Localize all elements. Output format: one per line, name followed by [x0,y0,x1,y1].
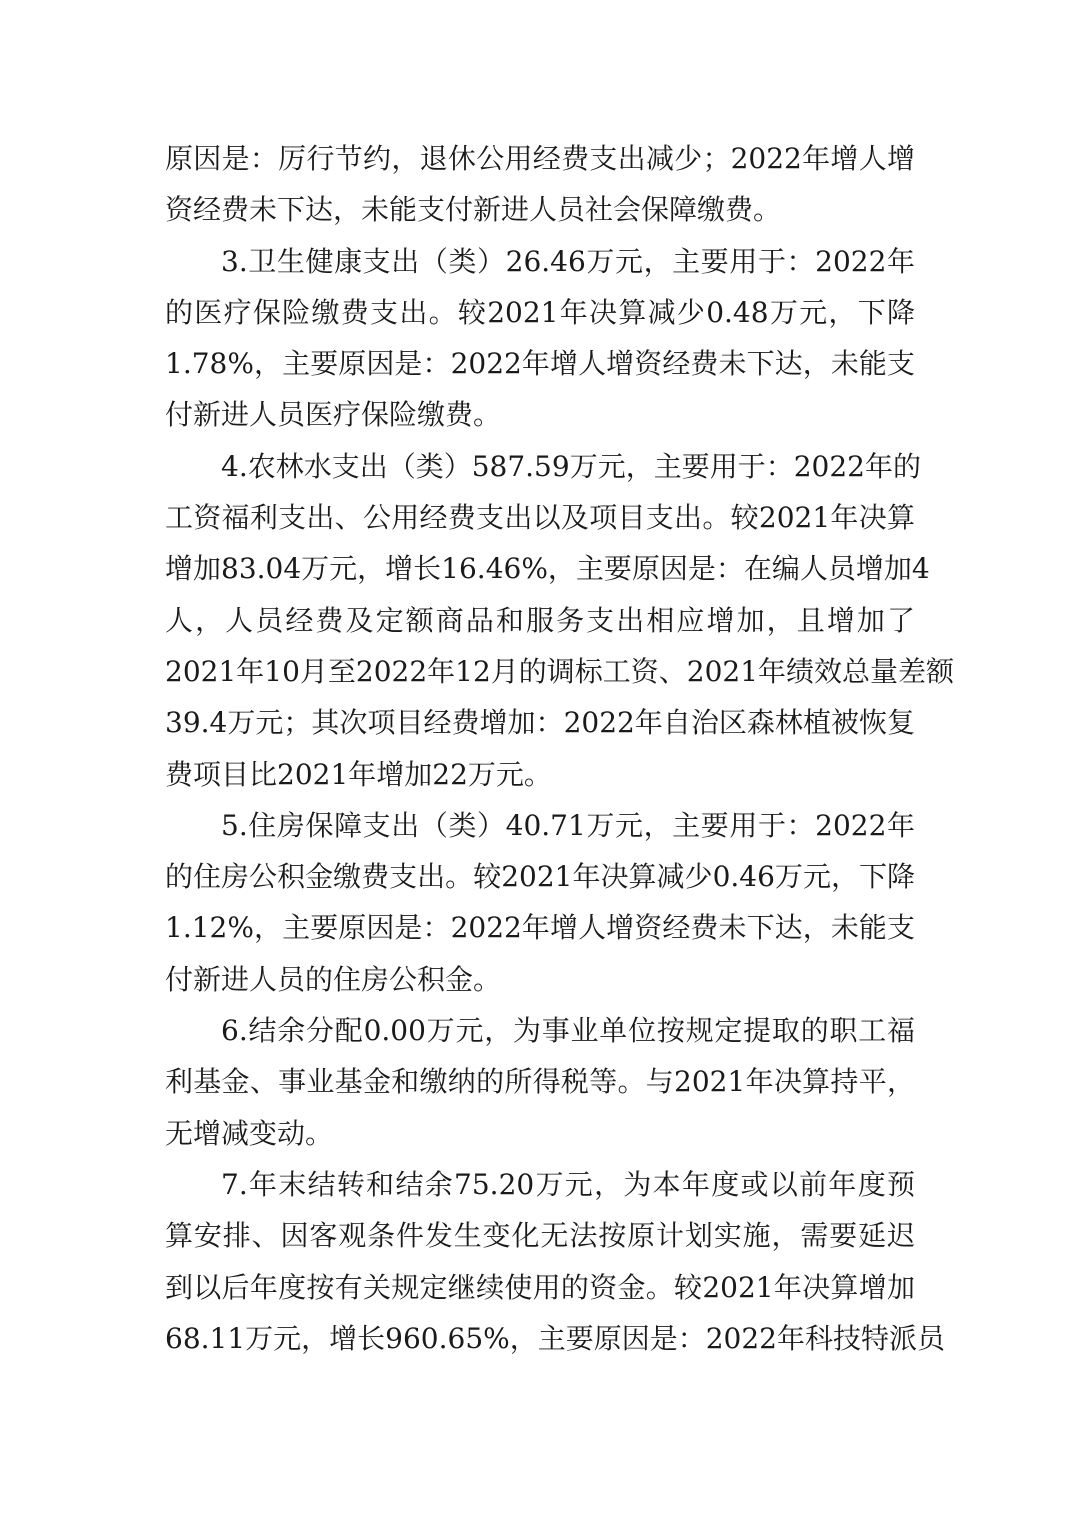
text-line: 工资福利支出、公用经费支出以及项目支出。较2021年决算 [165,501,915,535]
text-line: 费项目比2021年增加22万元。 [165,757,552,791]
text-line: 5.住房保障支出（类）40.71万元，主要用于：2022年 [221,808,915,842]
text-line: 增加83.04万元，增长16.46%，主要原因是：在编人员增加4 [165,552,930,586]
text-line: 39.4万元；其次项目经费增加：2022年自治区森林植被恢复 [165,706,915,740]
paragraph-item-3 [165,236,915,441]
text-line: 的医疗保险缴费支出。较2021年决算减少0.48万元，下降 [165,295,915,329]
text-line: 付新进人员的住房公积金。 [165,962,502,996]
text-line: 算安排、因客观条件发生变化无法按原计划实施，需要延迟 [165,1219,915,1253]
text-line: 3.卫生健康支出（类）26.46万元，主要用于：2022年 [221,244,915,278]
text-line: 资经费未下达，未能支付新进人员社会保障缴费。 [165,193,782,227]
text-line: 利基金、事业基金和缴纳的所得税等。与2021年决算持平， [165,1065,915,1099]
text-line: 4.农林水支出（类）587.59万元，主要用于：2022年的 [221,449,921,483]
text-line: 6.结余分配0.00万元，为事业单位按规定提取的职工福 [221,1014,915,1048]
text-line: 人，人员经费及定额商品和服务支出相应增加，且增加了 [165,603,915,637]
paragraph-item-6 [165,1005,915,1159]
paragraph-item-4 [165,441,955,800]
text-line: 到以后年度按有关规定继续使用的资金。较2021年决算增加 [165,1270,915,1304]
text-line: 2021年10月至2022年12月的调标工资、2021年绩效总量差额 [165,654,955,688]
text-line: 1.12%，主要原因是：2022年增人增资经费未下达，未能支 [165,911,915,945]
text-line: 付新进人员医疗保险缴费。 [165,398,502,432]
paragraph-item-5 [165,800,915,1005]
text-line: 的住房公积金缴费支出。较2021年决算减少0.46万元，下降 [165,860,915,894]
text-line: 68.11万元，增长960.65%，主要原因是：2022年科技特派员 [165,1321,945,1355]
text-line: 1.78%，主要原因是：2022年增人增资经费未下达，未能支 [165,347,915,381]
document-body [165,133,955,1364]
text-line: 7.年末结转和结余75.20万元，为本年度或以前年度预 [221,1167,915,1201]
text-line: 原因是：厉行节约，退休公用经费支出减少；2022年增人增 [165,142,915,175]
paragraph-intro [165,133,915,236]
paragraph-item-7 [165,1159,945,1364]
text-line: 无增减变动。 [165,1116,334,1150]
